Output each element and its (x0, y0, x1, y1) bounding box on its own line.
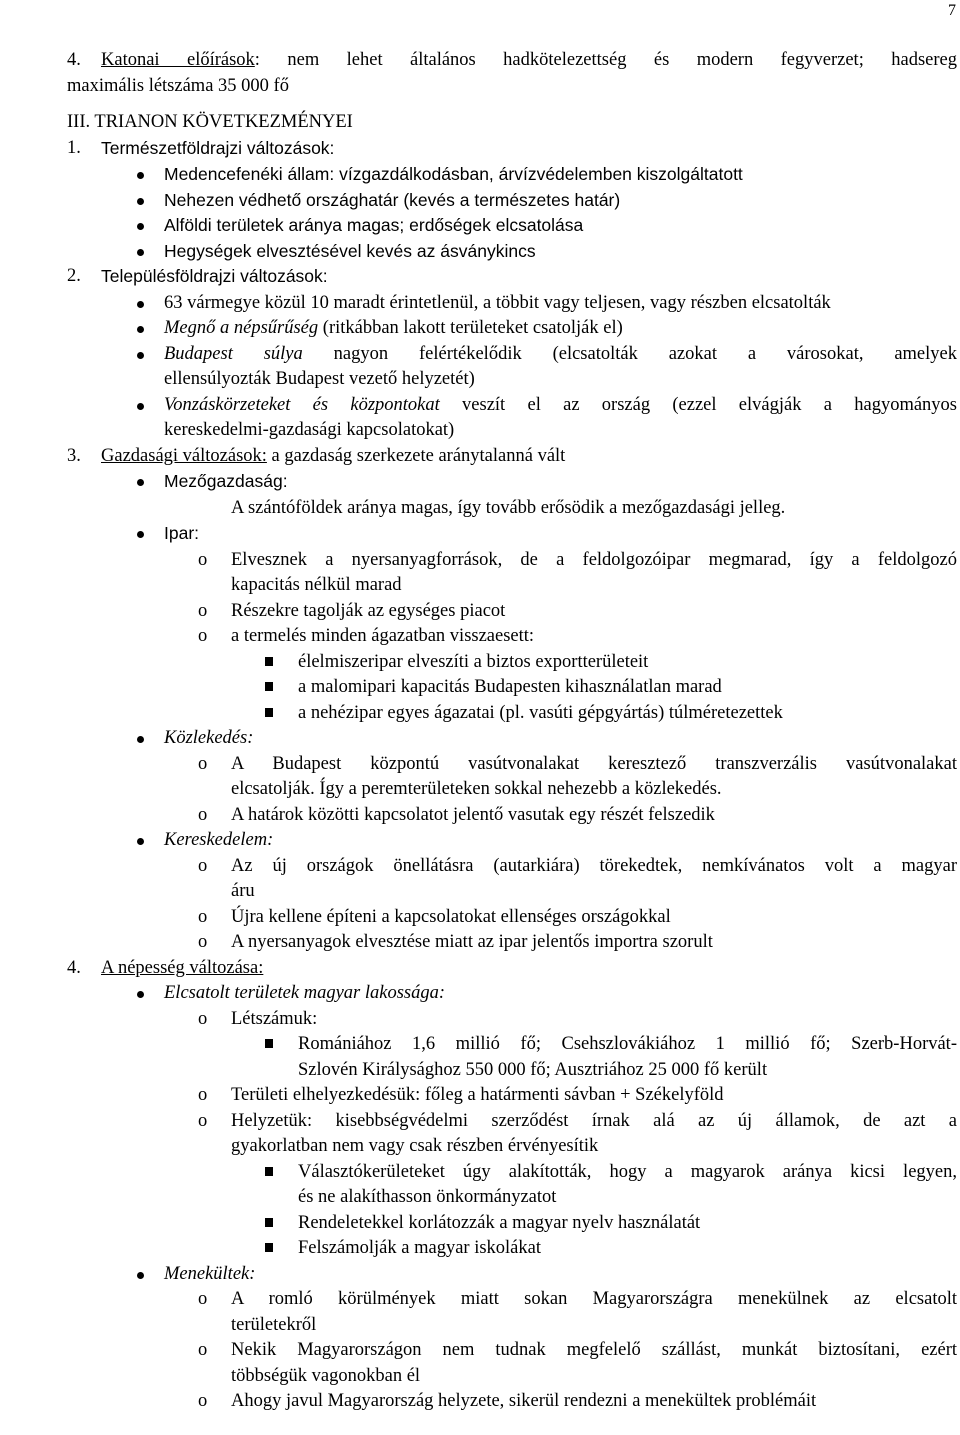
item-number: 2. (67, 266, 81, 286)
bullet-icon (137, 223, 144, 230)
circle-bullet-icon: o (198, 753, 208, 774)
item-number: 4. (67, 957, 81, 978)
sub-item-cont: kapacitás nélkül marad (231, 575, 402, 595)
transport-item: Közlekedés: (67, 726, 957, 752)
circle-bullet-icon: o (198, 626, 208, 646)
sub-item: o Nekik Magyarországon nem tudnak megfelelő szállást, munkát biztosítani, ezért (67, 1338, 957, 1364)
bullet-icon (137, 403, 144, 410)
list-item: Budapest súlya nagyon felértékelődik (elcsatolták azokat a városokat, amelyek (67, 342, 957, 368)
section-heading: III. TRIANON KÖVETKEZMÉNYEI (67, 112, 353, 132)
square-bullet-icon (265, 657, 273, 666)
trade-item: Kereskedelem: (67, 828, 957, 854)
agriculture-text: A szántóföldek aránya magas, így tovább erősödik a mezőgazdasági jelleg. (231, 497, 786, 518)
list-item: Megnő a népsűrűség (ritkábban lakott területeket csatolják el) (67, 316, 957, 342)
list-item: 63 vármegye közül 10 maradt érintetlenül, a többit vagy teljesen, vagy részben elcsatolták (67, 291, 957, 317)
physical-geo-label: Természetföldrajzi változások: (101, 137, 335, 158)
list-item-cont: ellensúlyozták Budapest vezető helyzetét) (164, 369, 475, 389)
economic-label: Gazdasági változások: (101, 445, 267, 466)
document-body (67, 48, 957, 1415)
list-item: Vonzáskörzeteket és központokat veszít el az ország (ezzel elvágják a hagyományos (67, 393, 957, 419)
circle-bullet-icon: o (198, 1340, 208, 1360)
bullet-icon (137, 991, 144, 998)
bullet-icon (137, 249, 144, 256)
sub-item: o Helyzetük: kisebbségvédelmi szerződést írnak alá az új államok, de azt a (67, 1109, 957, 1135)
agriculture-item: Mezőgazdaság: (67, 469, 957, 496)
square-bullet-icon (265, 682, 273, 691)
sub-item: o Ahogy javul Magyarország helyzete, sikerül rendezni a menekültek problémáit (67, 1389, 957, 1415)
circle-bullet-icon: o (198, 1289, 208, 1309)
military-item (67, 48, 957, 74)
population-label: A népesség változása: (101, 957, 264, 978)
settlement-geo-label: Településföldrajzi változások: (101, 266, 328, 286)
circle-bullet-icon: o (198, 804, 208, 825)
sub-item-cont: gyakorlatban nem vagy csak részben érvényesítik (231, 1136, 599, 1156)
sub-item: o Részekre tagolják az egységes piacot (67, 599, 957, 625)
military-label: Katonai előírások (101, 50, 255, 70)
circle-bullet-icon: o (198, 1110, 208, 1131)
list-item-cont: kereskedelmi-gazdasági kapcsolatokat) (164, 420, 455, 440)
sub-item: o A romló körülmények miatt sokan Magyarországra menekülnek az elcsatolt (67, 1287, 957, 1313)
sub-item: o Létszámuk: (67, 1007, 957, 1033)
bullet-icon (137, 1272, 144, 1279)
sub-sub-item: a nehézipar egyes ágazatai (pl. vasúti gépgyártás) túlméretezettek (67, 701, 957, 727)
refugees-item: Menekültek: (67, 1262, 957, 1288)
sub-item: o a termelés minden ágazatban visszaesett: (67, 624, 957, 650)
sub-item: o A határok közötti kapcsolatot jelentő vasutak egy részét felszedik (67, 803, 957, 829)
circle-bullet-icon: o (198, 1085, 208, 1105)
sub-item: o Területi elhelyezkedésük: főleg a határmenti sávban + Székelyföld (67, 1083, 957, 1109)
sub-item: o A nyersanyagok elvesztése miatt az ipar jelentős importra szorult (67, 930, 957, 956)
sub-sub-item-cont: Szlovén Királysághoz 550 000 fő; Ausztriához 25 000 fő került (298, 1059, 768, 1080)
bullet-icon (137, 736, 144, 743)
sub-item-cont: elcsatolják. Így a peremterületeken sokkal nehezebb a közlekedés. (231, 779, 722, 799)
square-bullet-icon (265, 1243, 273, 1252)
item-number: 1. (67, 137, 81, 158)
circle-bullet-icon: o (198, 600, 208, 621)
bullet-icon (137, 838, 144, 845)
square-bullet-icon (265, 708, 273, 717)
bullet-icon (137, 352, 144, 359)
page-number: 7 (948, 2, 956, 19)
circle-bullet-icon: o (198, 1391, 208, 1411)
bullet-icon (137, 326, 144, 333)
military-text: : nem lehet általános hadkötelezettség és modern fegyverzet; hadsereg (254, 50, 957, 70)
circle-bullet-icon: o (198, 855, 208, 876)
military-text-cont: maximális létszáma 35 000 fő (67, 75, 289, 96)
sub-item-cont: áru (231, 881, 255, 901)
sub-item-cont: többségük vagonokban él (231, 1365, 421, 1386)
sub-sub-item: Választókerületeket úgy alakították, hogy a magyarok aránya kicsi legyen, (67, 1160, 957, 1186)
annexed-item: Elcsatolt területek magyar lakossága: (67, 981, 957, 1007)
economic-title: 3. Gazdasági változások: a gazdaság szerkezete aránytalanná vált (67, 444, 957, 470)
item-number: 3. (67, 445, 81, 466)
square-bullet-icon (265, 1039, 273, 1048)
sub-sub-item-cont: és ne alakíthasson önkormányzatot (298, 1187, 557, 1207)
list-item: Nehezen védhető országhatár (kevés a természetes határ) (67, 188, 957, 214)
bullet-icon (137, 301, 144, 308)
circle-bullet-icon: o (198, 906, 208, 927)
physical-geo-title (67, 136, 957, 163)
industry-item: Ipar: (67, 521, 957, 548)
item-number: 4. (67, 50, 81, 70)
sub-item-cont: területekről (231, 1314, 317, 1335)
population-title (67, 956, 957, 982)
bullet-icon (137, 198, 144, 205)
sub-item: o Elvesznek a nyersanyagforrások, de a feldolgozóipar megmarad, így a feldolgozó (67, 548, 957, 574)
sub-sub-item: a malomipari kapacitás Budapesten kihasználatlan marad (67, 675, 957, 701)
list-item: Medencefenéki állam: vízgazdálkodásban, árvízvédelemben kiszolgáltatott (67, 162, 957, 188)
sub-item: o A Budapest központú vasútvonalakat keresztező transzverzális vasútvonalakat (67, 752, 957, 778)
sub-item: o Az új országok önellátásra (autarkiára) törekedtek, nemkívánatos volt a magyar (67, 854, 957, 880)
bullet-icon (137, 479, 144, 486)
circle-bullet-icon: o (198, 932, 208, 952)
circle-bullet-icon: o (198, 1008, 208, 1029)
sub-item: o Újra kellene építeni a kapcsolatokat ellenséges országokkal (67, 905, 957, 931)
square-bullet-icon (265, 1167, 273, 1176)
sub-sub-item: Felszámolják a magyar iskolákat (67, 1236, 957, 1262)
bullet-icon (137, 531, 144, 538)
square-bullet-icon (265, 1218, 273, 1227)
list-item: Hegységek elvesztésével kevés az ásványkincs (67, 239, 957, 265)
circle-bullet-icon: o (198, 549, 208, 570)
bullet-icon (137, 172, 144, 179)
settlement-geo-title (67, 264, 957, 291)
sub-sub-item: Rendeletekkel korlátozzák a magyar nyelv használatát (67, 1211, 957, 1237)
list-item: Alföldi területek aránya magas; erdőségek elcsatolása (67, 213, 957, 239)
sub-sub-item: Romániához 1,6 millió fő; Csehszlovákiához 1 millió fő; Szerb-Horvát- (67, 1032, 957, 1058)
sub-sub-item: élelmiszeripar elveszíti a biztos exportterületeit (67, 650, 957, 676)
